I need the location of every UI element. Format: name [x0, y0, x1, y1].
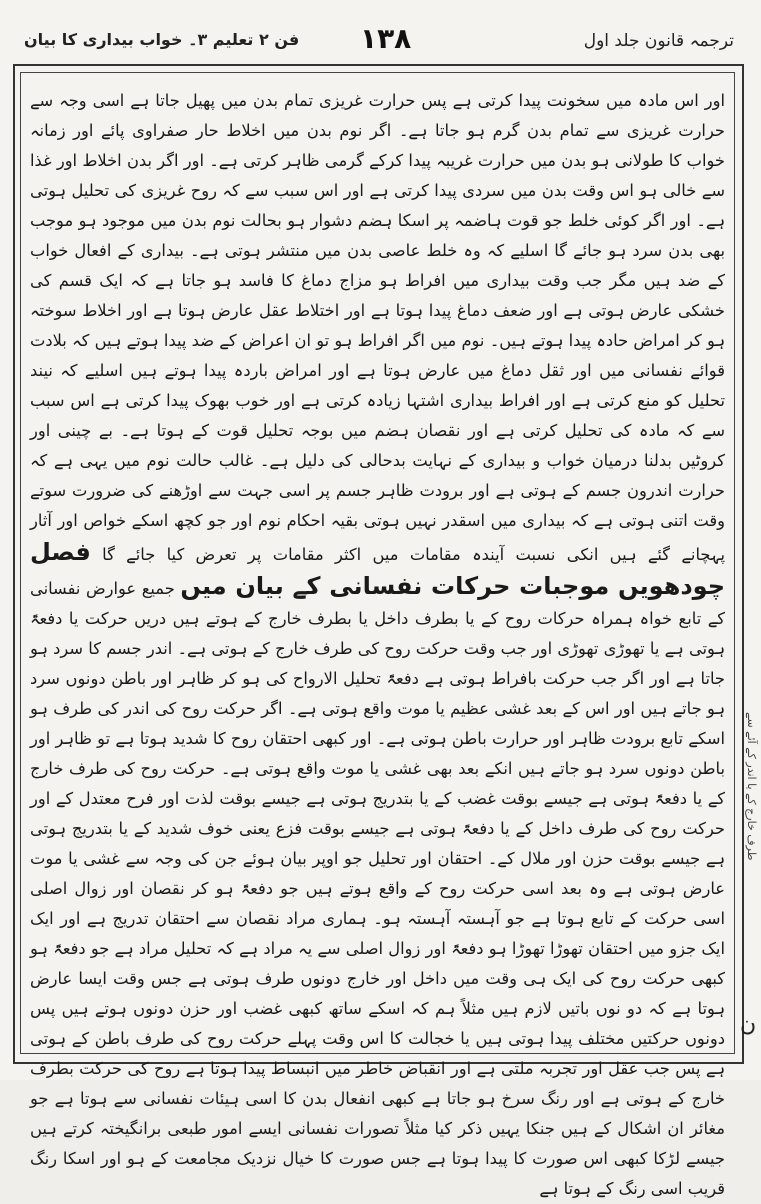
- running-title-right: ترجمہ قانون جلد اول: [583, 31, 734, 51]
- section-heading: فصل چودھویں موجبات حرکات نفسانی کے بیان میں: [30, 538, 725, 600]
- page-header: [20, 22, 740, 60]
- margin-note: طرف خارج کے یا اندر کے آئے سے: [745, 711, 758, 860]
- corner-glyph: ن: [740, 1012, 757, 1037]
- page-number: ۱۳۸: [360, 22, 412, 55]
- running-title-left: فن ۲ تعلیم ۳۔ خواب بیداری کا بیان: [24, 30, 300, 49]
- paragraph-2: جمیع عوارض نفسانی کے تابع خواہ ہمراہ حرکات روح کے یا بطرف داخل یا بطرف خارج کے ہوتے ہیں دریں حرکت یا دفعۃً ہوتی ہے یا تھوڑی تھوڑی اور جب وقت حرکت روح کی طرف خارج کے ہوتی ہے۔ اندر جسم کا سرد ہو جاتا ہے اور اگر جب حرکت بافراط ہوتی ہے دفعۃً تحلیل الارواح کی ہو کر ظاہر اور باطن دونوں سرد ہو جاتے ہیں اور اس کے بعد غشی عظیم یا موت واقع ہوتی ہے۔ اگر حرکت روح کی اندر کی طرف ہو اسکے تابع برودت ظاہر اور حرارت باطن ہوتی ہے۔ اور کبھی احتقان روح کا شدید ہوتا ہے تو ظاہر اور باطن دونوں سرد ہو جاتے ہیں انکے بعد بھی غشی یا موت واقع ہوتی ہے۔ حرکت روح کی طرف خارج کے یا دفعۃً ہوتی ہے جیسے بوقت غضب کے یا بتدریج ہوتی ہے جیسے بوقت لذت اور فرح معتدل کے اور حرکت روح کی طرف داخل کے یا دفعۃً ہوتی ہے جیسے بوقت فزع یعنی خوف شدید کے یا بتدریج ہوتی ہے جیسے بوقت حزن اور ملال کے۔ احتقان اور تحلیل جو اوپر بیان ہوئے جن کی وجہ سے غشی یا موت عارض ہوتی ہے وہ بعد اسی حرکت روح کے واقع ہوتے ہیں جو دفعۃً ہو کر نقصان اور زوال اصلی اسی حرکت کے تابع ہوتا ہے جو آہستہ آہستہ ہو۔ ہماری مراد نقصان سے احتقان تدریج ہے اور ایک ایک جزو میں احتقان تھوڑا تھوڑا ہو دفعۃً اور زوال اصلی سے یہ مراد ہے کہ تحلیل مراد ہے جو دفعۃً ہو کبھی حرکت روح کی ایک ہی وقت میں داخل اور خارج دونوں طرف ہوتی ہے جس وقت ایسا عارض ہوتا ہے کہ دو نوں باتیں لازم ہیں مثلاً ہم کہ اسکے ساتھ کبھی غضب اور حزن دونوں ہوتے ہیں پس دونوں حرکتیں مختلف پیدا ہوتی ہیں یا خجالت کا اس وقت پہلے حرکت روح کی طرف باطن کے ہوتی ہے پس جب عقل اور تجربہ ملتی ہے اور انقباض خاطر میں انبساط پیدا ہوتا ہے روح کی حرکت بطرف خارج کے ہوتی ہے اور رنگ سرخ ہو جاتا ہے کبھی انفعال بدن کا اسی ہیئات نفسانی سے ہوتا ہے جو مغائر ان اشکال کے ہیں جنکا یہیں ذکر کیا مثلاً تصورات نفسانی ایسے امور طبعی برانگیختہ کرتے ہیں جیسے لڑکا کبھی اس صورت کا پیدا ہوتا ہے جس صورت کا خیال نزدیک مجامعت کے ہو اور اسکا رنگ قریب اسی رنگ کے ہوتا ہے: [30, 579, 725, 1198]
- body-text: [30, 86, 725, 1198]
- paragraph-1: اور اس مادہ میں سخونت پیدا کرتی ہے پس حرارت غریزی تمام بدن میں پھیل جاتا ہے اسی وجہ سے حرارت غریزی سے تمام بدن گرم ہو جاتا ہے۔ اگر نوم بدن میں اخلاط حار صفراوی پائے اور زمانہ خواب کا طولانی ہو بدن میں حرارت غریبہ پیدا کرکے گرمی ظاہر کرتی ہے۔ اور اگر بدن اخلاط اور غذا سے خالی ہو اس وقت بدن میں سردی پیدا کرتی ہے اور اس سبب سے کہ روح غریزی کی تحلیل ہوتی ہے۔ اور اگر کوئی خلط جو قوت ہاضمہ پر اسکا ہضم دشوار ہو بحالت نوم بدن میں موجود ہو موجب بھی بدن سرد ہو جائے گا اسلیے کہ وہ خلط عاصی بدن میں منتشر ہوتی ہے۔ بیداری کے افعال خواب کے ضد ہیں مگر جب وقت بیداری میں افراط ہو مزاج دماغ کا فاسد ہو جاتا ہے کہ ایک قسم کی خشکی عارض ہوتی ہے اور ضعف دماغ پیدا ہوتا ہے اور اختلاط عقل عارض ہوتا ہے اور اخلاط سوختہ ہو کر امراض حادہ پیدا ہوتے ہیں۔ نوم میں اگر افراط ہو تو ان اعراض کے ضد پیدا ہوتے ہیں کہ بلادت قوائے نفسانی میں اور ثقل دماغ میں عارض ہوتا ہے اور امراض باردہ پیدا ہوتے ہیں اسلیے کہ نیند تحلیل کو منع کرتی ہے اور افراط بیداری اشتہا زیادہ کرتی ہے اور خوب بھوک پیدا کرتی ہے اس سبب سے کہ مادہ کی تحلیل کرتی ہے اور نقصان ہضم میں بوجہ تحلیل قوت کے ہوتا ہے۔ بے چینی اور کروٹیں بدلنا درمیان خواب و بیداری کے نہایت بدحالی کی دلیل ہے۔ غالب حالت نوم میں یہی ہے کہ حرارت اندرون جسم کے ہوتی ہے اور برودت ظاہر جسم پر اسی جہت سے اوڑھنے کی ضرورت سوتے وقت اتنی ہوتی ہے کہ بیداری میں اسقدر نہیں ہوتی بقیہ احکام نوم اور جو کچھ اسکے خواص اور آثار پہچانے گئے ہیں انکی نسبت آیندہ مقامات میں اکثر مقامات پر تعرض کیا جائے گا: [30, 91, 725, 564]
